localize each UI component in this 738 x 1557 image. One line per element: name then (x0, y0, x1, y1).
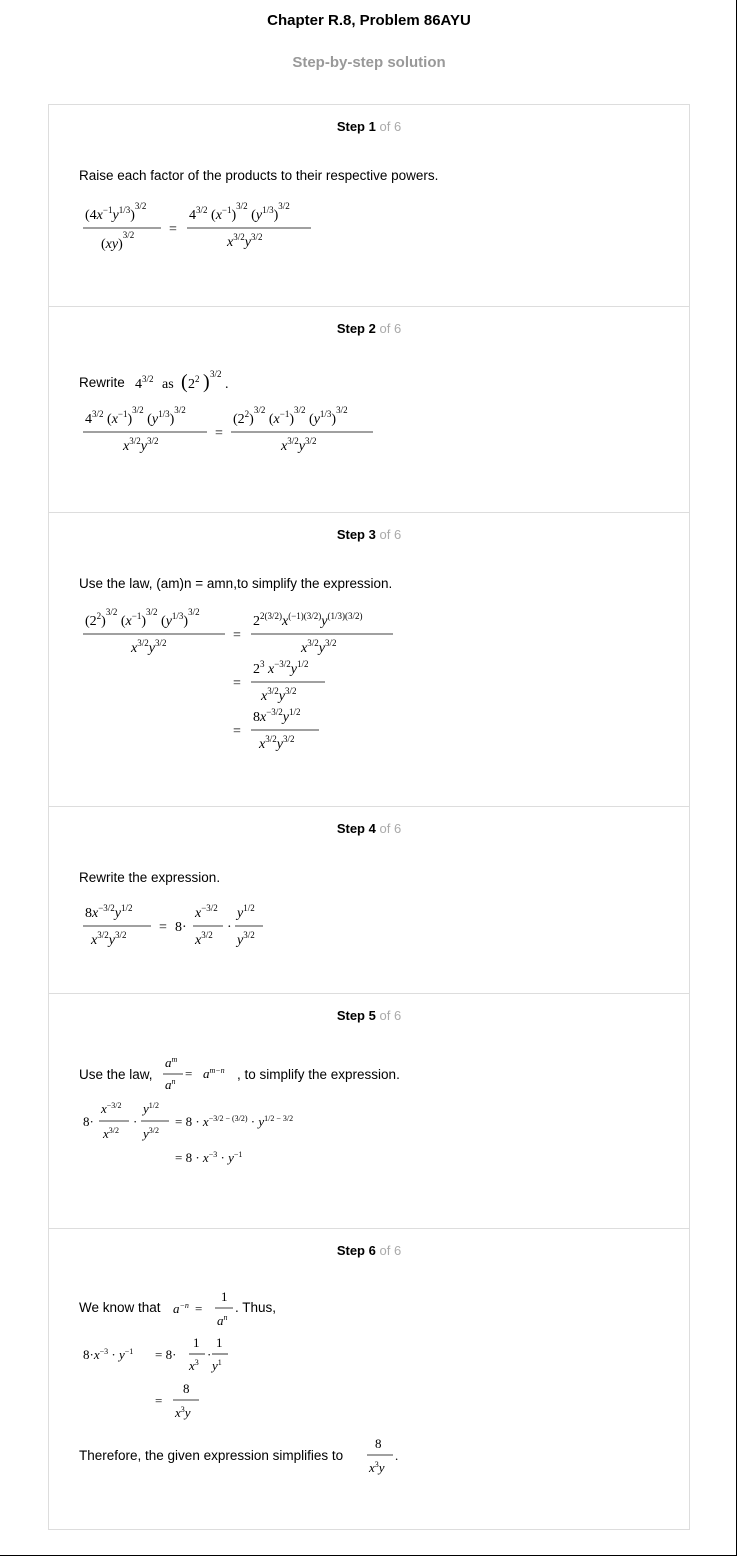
svg-text:x3/2y3/2: $x^{3/2}y^{3/2}$ (131, 638, 167, 656)
step-4-heading: Step 4 of 6 (336, 821, 402, 836)
svg-text:(22)3/2 (x−1)3/2 (y1/3)3/2: $(2^2)^{3/2}$ $(x^{-1})^{3/2}$ $(y^{1/3})^{3/2}$ (85, 607, 200, 629)
svg-text:y1/2: $y^{1/2}$ (143, 1101, 160, 1116)
svg-text:.: . (395, 1448, 399, 1463)
svg-text:an: $a^n$ (165, 1077, 176, 1092)
step-1-text: Raise each factor of the products to their respective powers. (79, 168, 439, 183)
svg-text:=: = (195, 1301, 203, 1316)
steps-container (48, 104, 690, 1530)
svg-text:43/2 (x−1)3/2 (y1/3)3/2: $4^{3/2}$ $(x^{-1})^{3/2}$ $(y^{1/3})^{3/2}$ (189, 201, 290, 223)
svg-text:x3/2y3/2: $x^{3/2}y^{3/2}$ (227, 232, 263, 250)
step-2-heading: Step 2 of 6 (336, 321, 402, 336)
svg-text:3/2: 3/2 (210, 369, 222, 379)
step-6-heading: Step 6 of 6 (336, 1243, 402, 1258)
svg-text:=: = (215, 426, 223, 441)
svg-text:1: 1 (216, 1335, 223, 1350)
svg-text:=: = (185, 1066, 193, 1081)
svg-text:8·x−3 · y−1: $8\cdot x^{-3} \cdot y^{-1}$ (83, 1347, 134, 1362)
step-6-inline-math (171, 1287, 241, 1336)
svg-text:=: = (169, 222, 177, 237)
svg-text:x3/2y3/2: $x^{3/2}y^{3/2}$ (301, 638, 337, 656)
step-6-text-a: We know that (79, 1300, 161, 1315)
svg-text:x3/2y3/2: $x^{3/2}y^{3/2}$ (91, 930, 127, 948)
svg-text:8x−3/2y1/2: $8x^{-3/2}y^{1/2}$ (253, 707, 301, 725)
svg-text:(22)3/2 (x−1)3/2 (y1/3)3/2: $(2^2)^{3/2}$ $(x^{-1})^{3/2}$ $(y^{1/3})^{3/2}$ (233, 405, 348, 427)
svg-text:= 8·: = 8· (155, 1347, 177, 1362)
svg-text:8·: 8· (175, 920, 187, 935)
step-6-final-answer (365, 1434, 405, 1483)
svg-text:22: $2^2$ (188, 374, 200, 392)
svg-text:.: . (225, 377, 229, 392)
step-1-math (79, 193, 339, 264)
step-2-text: Rewrite (79, 375, 125, 390)
step-2-math (79, 399, 399, 464)
svg-text:22(3/2)x(−1)(3/2)y(1/3)(3/2): $2^{2(3/2)}x^{(-1)(3/2)}y^{(1/3)(3/2)}$ (253, 611, 363, 629)
svg-text:x3/2y3/2: $x^{3/2}y^{3/2}$ (281, 436, 317, 454)
page-title: Chapter R.8, Problem 86AYU (267, 12, 471, 29)
svg-text:8x−3/2y1/2: $8x^{-3/2}y^{1/2}$ (85, 903, 133, 921)
svg-text:(4x−1y1/3)3/2: $(4x^{-1}y^{1/3})^{3/2}$ (85, 201, 147, 223)
step-6-text-c: Therefore, the given expression simplifies to (79, 1448, 344, 1463)
svg-text:1: 1 (193, 1335, 200, 1350)
step-5-math (79, 1100, 359, 1181)
svg-text:=: = (155, 1393, 163, 1408)
svg-text:=: = (233, 676, 241, 691)
svg-text:x3/2y3/2: $x^{3/2}y^{3/2}$ (259, 734, 295, 752)
step-6 (49, 1228, 689, 1529)
svg-text:x3/2: $x^{3/2}$ (195, 930, 213, 948)
svg-text:x3y: $x^3y$ (369, 1460, 385, 1475)
svg-text:= 8 · x−3/2 − (3/2) · y1/2 − 3: = $8 \cdot x^{-3/2 - (3/2)} \cdot y^{1/2 - 3/2}$ (175, 1114, 294, 1129)
svg-text:am−n: $a^{m-n}$ (203, 1066, 225, 1081)
step-2 (49, 306, 689, 512)
svg-text:an: $a^n$ (217, 1313, 228, 1328)
page-subtitle: Step-by-step solution (292, 54, 446, 71)
step-4 (49, 806, 689, 993)
svg-text:y1: $y^1$ (212, 1358, 222, 1373)
svg-text:=: = (233, 724, 241, 739)
svg-text:x3/2: $x^{3/2}$ (103, 1126, 120, 1141)
svg-text:·: · (207, 1347, 212, 1362)
svg-text:x−3/2: $x^{-3/2}$ (101, 1101, 122, 1116)
step-5-inline-math (163, 1052, 243, 1103)
svg-text:x3/2y3/2: $x^{3/2}y^{3/2}$ (123, 436, 159, 454)
step-3-math (79, 601, 409, 766)
step-5 (49, 993, 689, 1228)
svg-text:·: · (227, 920, 232, 935)
svg-text:x3: $x^3$ (189, 1358, 199, 1373)
step-6-math (79, 1335, 279, 1436)
svg-text:= 8 · x−3 · y−1: = $8 \cdot x^{-3} \cdot y^{-1}$ (175, 1150, 243, 1165)
svg-text:8·: 8· (83, 1114, 94, 1129)
svg-text:x3y: $x^3y$ (175, 1405, 191, 1420)
svg-text:23 x−3/2y1/2: $2^3$ $x^{-3/2}y^{1/2}$ (253, 659, 309, 677)
svg-text:as: as (162, 377, 174, 392)
step-5-text-a: Use the law, (79, 1067, 153, 1082)
svg-text:1: 1 (221, 1289, 228, 1304)
svg-text:8: 8 (183, 1381, 190, 1396)
svg-text:·: · (133, 1114, 138, 1129)
step-3 (49, 512, 689, 806)
svg-text:=: = (233, 628, 241, 643)
svg-text:a−n: $a^{-n}$ (173, 1301, 189, 1316)
step-3-text: Use the law, (am)n = amn,to simplify the expression. (79, 576, 393, 591)
svg-text:x−3/2: $x^{-3/2}$ (195, 903, 218, 921)
svg-text:): ) (203, 371, 210, 393)
svg-text:=: = (159, 920, 167, 935)
svg-text:x3/2y3/2: $x^{3/2}y^{3/2}$ (261, 686, 297, 704)
step-3-heading: Step 3 of 6 (336, 527, 402, 542)
step-6-text-b: . Thus, (235, 1300, 277, 1315)
svg-text:y3/2: $y^{3/2}$ (237, 930, 255, 948)
svg-text:43/2 (x−1)3/2 (y1/3)3/2: $4^{3/2}$ $(x^{-1})^{3/2}$ $(y^{1/3})^{3/2}$ (85, 405, 186, 427)
step-1-heading: Step 1 of 6 (336, 119, 402, 134)
svg-text:y1/2: $y^{1/2}$ (237, 903, 255, 921)
step-5-text-b: , to simplify the expression. (237, 1067, 400, 1082)
svg-text:(xy)3/2: (xy)$^{3/2}$ (101, 230, 135, 252)
step-5-heading: Step 5 of 6 (336, 1008, 402, 1023)
step-4-math (79, 895, 299, 960)
svg-text:y3/2: $y^{3/2}$ (143, 1126, 160, 1141)
step-1 (49, 105, 689, 306)
step-2-inline-math (135, 365, 245, 402)
svg-text:(: ( (181, 371, 188, 393)
svg-text:8: 8 (375, 1436, 382, 1451)
step-4-text: Rewrite the expression. (79, 870, 221, 885)
svg-text:43/2: $4^{3/2}$ (135, 374, 154, 392)
svg-text:am: $a^m$ (165, 1055, 178, 1070)
